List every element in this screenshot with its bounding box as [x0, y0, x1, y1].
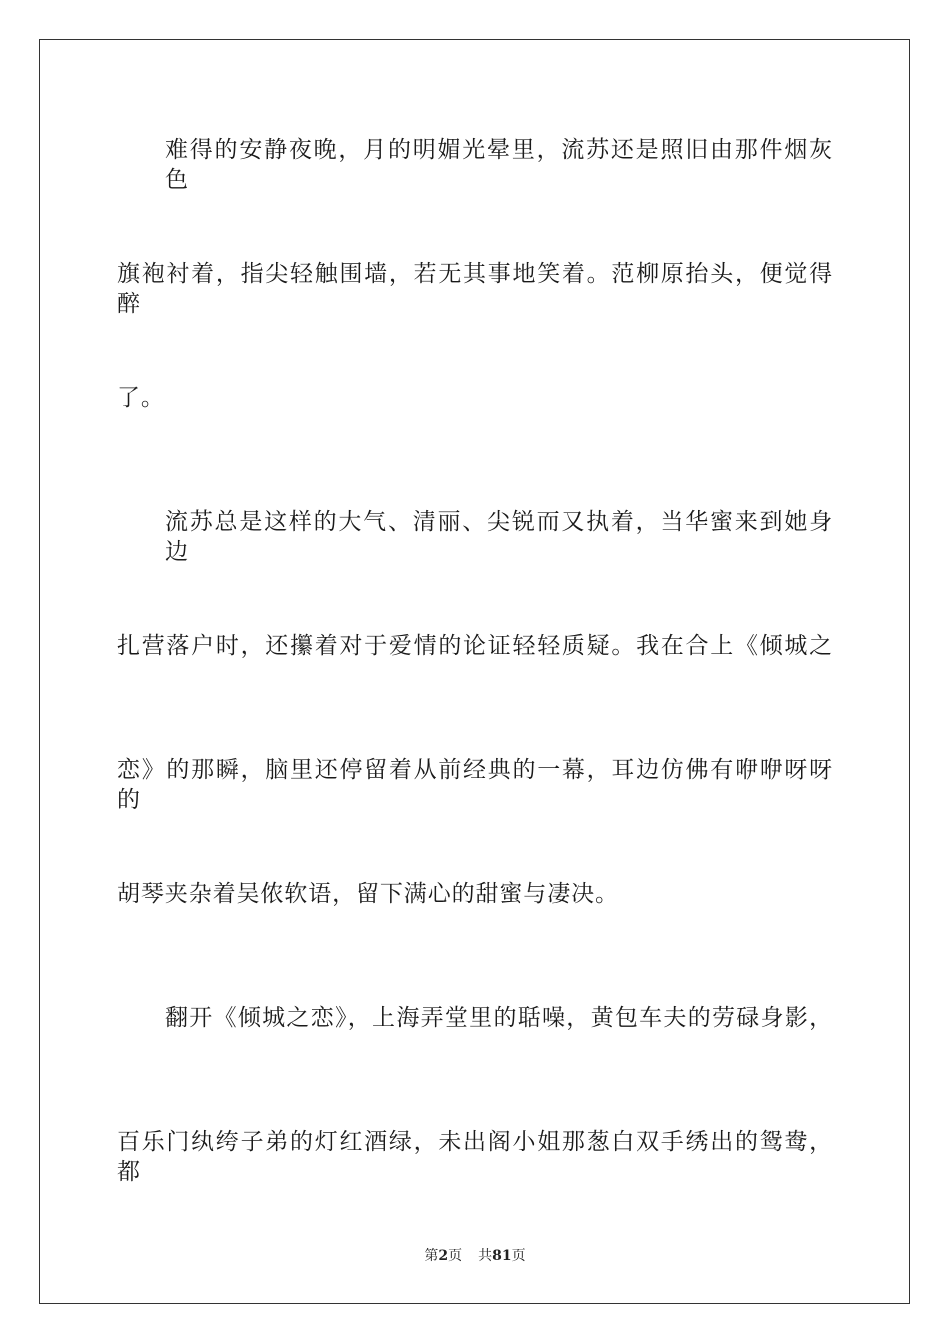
paragraph-2-line-3: 恋》的那瞬，脑里还停留着从前经典的一幕，耳边仿佛有咿咿呀呀的 [117, 757, 833, 813]
paragraph-1-line-3: 了。 [117, 385, 165, 411]
total-suffix: 页 [511, 1248, 526, 1264]
paragraph-3-line-1: 翻开《倾城之恋》，上海弄堂里的聒噪，黄包车夫的劳碌身影， [165, 1005, 833, 1031]
total-prefix: 共 [478, 1248, 493, 1264]
page-frame [39, 39, 910, 1304]
paragraph-2-line-1: 流苏总是这样的大气、清丽、尖锐而又执着，当华蜜来到她身边 [165, 509, 833, 565]
page-prefix: 第 [424, 1248, 439, 1264]
page-footer [0, 1247, 950, 1265]
paragraph-2-line-4: 胡琴夹杂着吴侬软语，留下满心的甜蜜与凄决。 [117, 881, 619, 907]
paragraph-2-line-2: 扎营落户时，还攥着对于爱情的论证轻轻质疑。我在合上《倾城之 [117, 633, 833, 659]
paragraph-1-line-1: 难得的安静夜晚，月的明媚光晕里，流苏还是照旧由那件烟灰色 [165, 137, 833, 193]
paragraph-1-line-2: 旗袍衬着，指尖轻触围墙，若无其事地笑着。范柳原抬头，便觉得醉 [117, 261, 833, 317]
page-number: 2 [438, 1248, 449, 1264]
total-pages: 81 [492, 1248, 512, 1264]
paragraph-3-line-2: 百乐门纨绔子弟的灯红酒绿，未出阁小姐那葱白双手绣出的鸳鸯，都 [117, 1129, 833, 1185]
page-suffix: 页 [448, 1248, 463, 1264]
